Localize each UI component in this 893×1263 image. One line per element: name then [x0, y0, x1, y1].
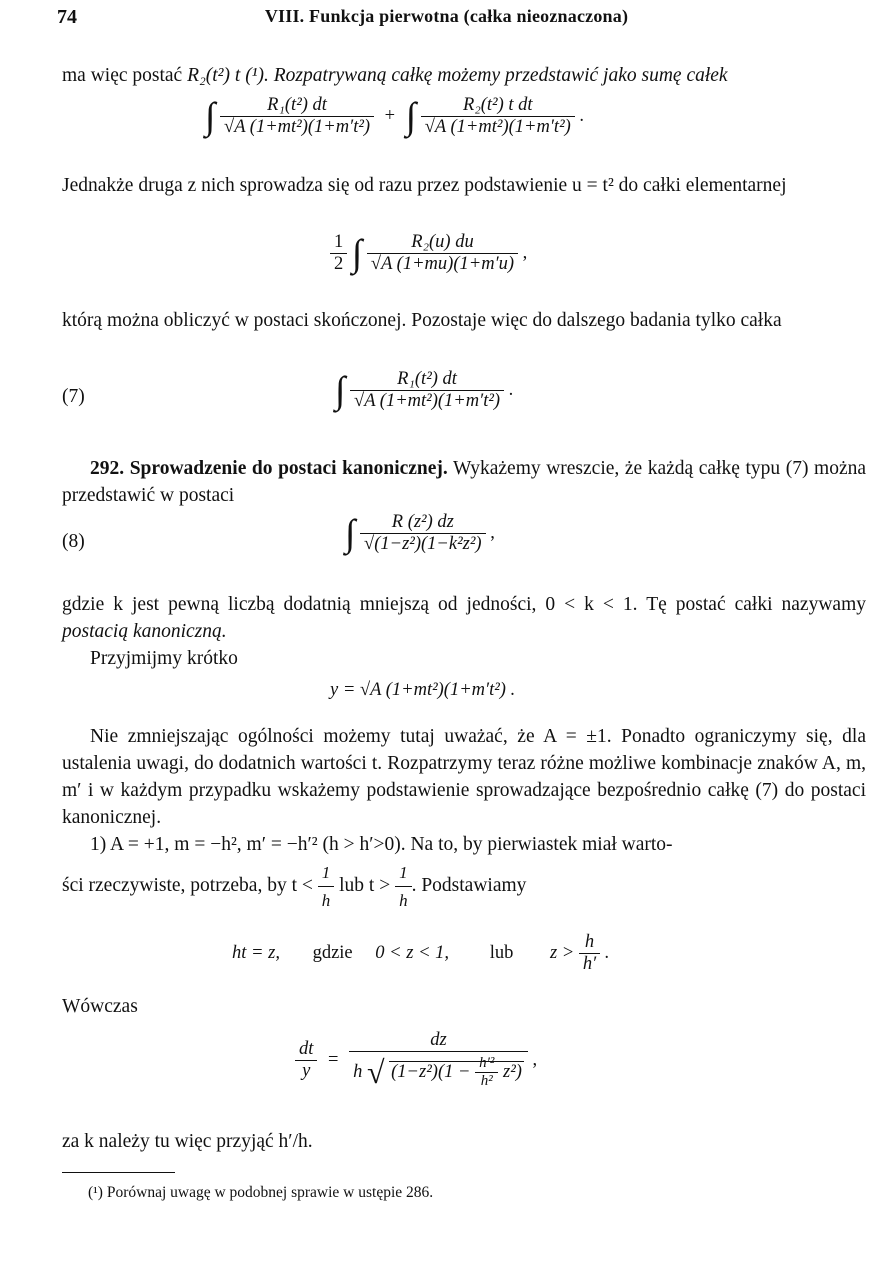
paragraph-then: Wówczas: [62, 996, 138, 1017]
case-1-line-2: ści rzeczywiste, potrzeba, by t < $\frac{1}{h}$ lub t > $\frac{1}{h}$ . Podstawiamy: [62, 859, 866, 914]
paragraph-short: Przyjmijmy krótko: [90, 648, 238, 669]
equation-8: ∫ $\frac{\text{R (z²) dz}}{\text{√(1−z²)(1−k²z²)}}$ ,: [345, 512, 495, 555]
equation-number-7: (7): [62, 386, 85, 407]
paragraph-substitution: Jednakże druga z nich sprowadza się od razu przez podstawienie u = t² do całki elementarnej: [62, 175, 787, 196]
integral-sign: ∫: [351, 232, 363, 275]
coefficient-half: $\frac{1}{2}$: [330, 232, 347, 275]
integral-sign: ∫: [335, 369, 346, 412]
fraction-dz-over-root: dz h √ (1−z²)(1 − $\frac{\text{h′²}}{\text{h²}}$ z²): [349, 1030, 528, 1091]
paragraph-remaining: którą można obliczyć w postaci skończonej. Pozostaje więc do dalszego badania tylko całka: [62, 310, 782, 331]
fraction: $\frac{\text{R₁(t²) dt}}{\text{√A (1+mt²)(1+m′t²)}}$: [350, 369, 504, 412]
equation-number-8: (8): [62, 531, 85, 552]
equation-substitution: ht = z, gdzie 0 < z < 1, lub z > $\frac{h}{h'}$ .: [232, 932, 610, 974]
fraction-one-over-h: $\frac{1}{h}$: [395, 859, 412, 914]
fraction: $\frac{\text{R₂(u) du}}{√A (1+mu)(1+m'u)}$: [367, 232, 518, 275]
integral-sign: ∫: [345, 512, 356, 555]
fraction-h-over-hprime: $\frac{h}{h'}$: [579, 932, 600, 975]
radical-sign: √: [366, 1054, 385, 1090]
equation-y: y = √A (1+mt²)(1+m′t²) .: [330, 680, 516, 700]
case-1-line-1: 1) A = +1, m = −h², m′ = −h′² (h > h′>0). Na to, by pierwiastek miał warto-: [90, 834, 673, 855]
fraction-left: $\frac{\text{R₁(t²) dt}}{\text{√A (1+mt²)(1+m′t²)}}$: [220, 95, 374, 138]
integral-sign: ∫: [205, 95, 216, 138]
equation-elementary-integral: $\frac{1}{2}$ ∫ $\frac{\text{R₂(u) du}}{√A (1+mu)(1+m'u)}$ ,: [330, 232, 527, 275]
section-heading: 292. Sprowadzenie do postaci kanonicznej.: [90, 458, 448, 479]
fraction-right: $\frac{\text{R₂(t²) t dt}}{\text{√A (1+mt²)(1+m′t²)}}$: [421, 95, 575, 138]
paragraph-k-choice: za k należy tu więc przyjąć h′/h.: [62, 1131, 313, 1152]
paragraph-intro: ma więc postać R₂(t²) t (¹). Rozpatrywaną całkę możemy przedstawić jako sumę całek: [62, 65, 728, 86]
fraction: $\frac{\text{R (z²) dz}}{\text{√(1−z²)(1−k²z²)}}$: [360, 512, 486, 555]
running-title: VIII. Funkcja pierwotna (całka nieoznaczona): [264, 6, 629, 26]
footnote-divider: [62, 1172, 175, 1173]
fraction-dt-over-y: $\frac{dt}{y}$: [295, 1039, 317, 1082]
paragraph-canonical: gdzie k jest pewną liczbą dodatnią mniejszą od jedności, 0 < k < 1. Tę postać całki nazywamy postacią kanoniczną.: [62, 594, 866, 642]
fraction-one-over-h: $\frac{1}{h}$: [318, 859, 335, 914]
section-292: 292. Sprowadzenie do postaci kanonicznej. Wykażemy wreszcie, że każdą całkę typu (7) można przedstawić w postaci: [62, 458, 867, 506]
equation-dt-over-y: $\frac{dt}{y}$ = dz h √ (1−z²)(1 − $\frac{\text{h′²}}{\text{h²}}$ z²) ,: [295, 1030, 537, 1091]
paragraph-generality: Nie zmniejszając ogólności możemy tutaj uważać, że A = ±1. Ponadto ograniczymy się, dla ustalenia uwagi, do dodatnich wartości t. Rozpatrzymy teraz różne możliwe kombinacje znaków A, m, m′ i w każdym przypadku wskażemy podstawienie sprowadzające bezpośrednio całkę (7) do postaci kanonicznej.: [62, 726, 866, 828]
fraction-hprime-sq-over-h-sq: $\frac{\text{h′²}}{\text{h²}}$: [475, 1055, 498, 1090]
integral-sign: ∫: [405, 95, 417, 138]
footnote: (¹) Porównaj uwagę w podobnej sprawie w ustępie 286.: [88, 1184, 434, 1201]
emphasis-canonical: postacią kanoniczną.: [62, 621, 227, 642]
equation-sum-of-integrals: ∫ $\frac{\text{R₁(t²) dt}}{\text{√A (1+mt²)(1+m′t²)}}$ + ∫ $\frac{\text{R₂(t²) t dt}}{\text{√A (1+mt²)(1+m′t²)}}$ .: [205, 95, 585, 138]
equation-7: ∫ $\frac{\text{R₁(t²) dt}}{\text{√A (1+mt²)(1+m′t²)}}$ .: [335, 369, 514, 412]
page-number: 74: [57, 6, 77, 28]
